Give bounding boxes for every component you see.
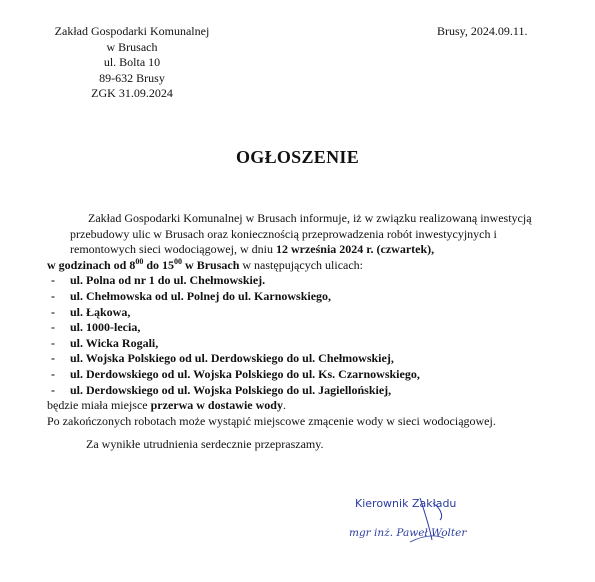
list-item (47, 383, 547, 399)
list-dash: - (51, 351, 55, 366)
outage-bold: przerwa w dostawie wody (150, 398, 283, 413)
hours-prefix: w godzinach od 8 (47, 257, 136, 272)
list-item (47, 289, 547, 305)
list-dash: - (51, 288, 55, 303)
outage-end: . (282, 398, 286, 413)
list-item (47, 336, 547, 352)
list-dash: - (51, 320, 55, 335)
list-dash: - (51, 304, 55, 319)
signature-title: Kierownik Zakładu (355, 497, 457, 510)
place-bold: w Brusach (182, 257, 240, 272)
place-date: Brusy, 2024.09.11. (437, 24, 528, 38)
street-name: ul. 1000-lecia, (70, 320, 141, 335)
list-item (47, 273, 547, 289)
street-name: ul. Wicka Rogali, (70, 335, 159, 350)
list-dash: - (51, 273, 55, 288)
list-item (47, 305, 547, 321)
closing-apology: Za wynikłe utrudnienia serdecznie przepraszamy. (86, 437, 324, 451)
signature-name: mgr inż. Paweł Wolter (349, 527, 467, 539)
intro-hours-line (47, 258, 547, 274)
sender-name: Zakład Gospodarki Komunalnej (54, 24, 210, 38)
intro-date: 12 września 2024 r. (czwartek), (275, 242, 435, 257)
sender-postal: 89-632 Brusy (99, 70, 165, 85)
list-item (47, 320, 547, 336)
intro-text: Zakład Gospodarki Komunalnej w Brusach informuje, iż w związku realizowaną inwestycją przebudowy ulic w Brusach oraz koniecznością przeprowadzenia robót inwestycyjnych i remontowych sieci wodociągowej, w dniu (70, 211, 532, 257)
street-list (47, 273, 547, 398)
hours-from-sup: 00 (135, 256, 144, 266)
intro-tail: w następujących ulicach: (239, 257, 364, 272)
street-name: ul. Derdowskiego od ul. Wojska Polskiego do ul. Jagiellońskiej, (70, 382, 392, 397)
intro-paragraph (47, 211, 547, 258)
street-name: ul. Chełmowska od ul. Polnej do ul. Karnowskiego, (70, 288, 332, 303)
hours-to-sup: 00 (174, 256, 183, 266)
list-item (47, 351, 547, 367)
hours-mid: do 15 (143, 257, 175, 272)
announcement-body (47, 211, 547, 429)
street-name: ul. Polna od nr 1 do ul. Chełmowskiej. (70, 273, 266, 288)
list-dash: - (51, 366, 55, 381)
street-name: ul. Łąkowa, (70, 304, 131, 319)
outage-text: będzie miała miejsce (47, 398, 151, 413)
sender-city-line: w Brusach (106, 39, 158, 54)
outage-line (47, 398, 547, 414)
street-name: ul. Wojska Polskiego od ul. Derdowskiego do ul. Chełmowskiej, (70, 351, 394, 366)
document-title: OGŁOSZENIE (235, 147, 360, 167)
street-name: ul. Derdowskiego od ul. Wojska Polskiego do ul. Ks. Czarnowskiego, (70, 366, 420, 381)
sender-address (40, 24, 224, 102)
list-item (47, 367, 547, 383)
sender-street: ul. Bolta 10 (103, 55, 161, 70)
list-dash: - (51, 335, 55, 350)
water-note: Po zakończonych robotach może wystąpić miejscowe zmącenie wody w sieci wodociągowej. (47, 413, 496, 428)
reference-number: ZGK 31.09.2024 (91, 86, 173, 101)
list-dash: - (51, 382, 55, 397)
